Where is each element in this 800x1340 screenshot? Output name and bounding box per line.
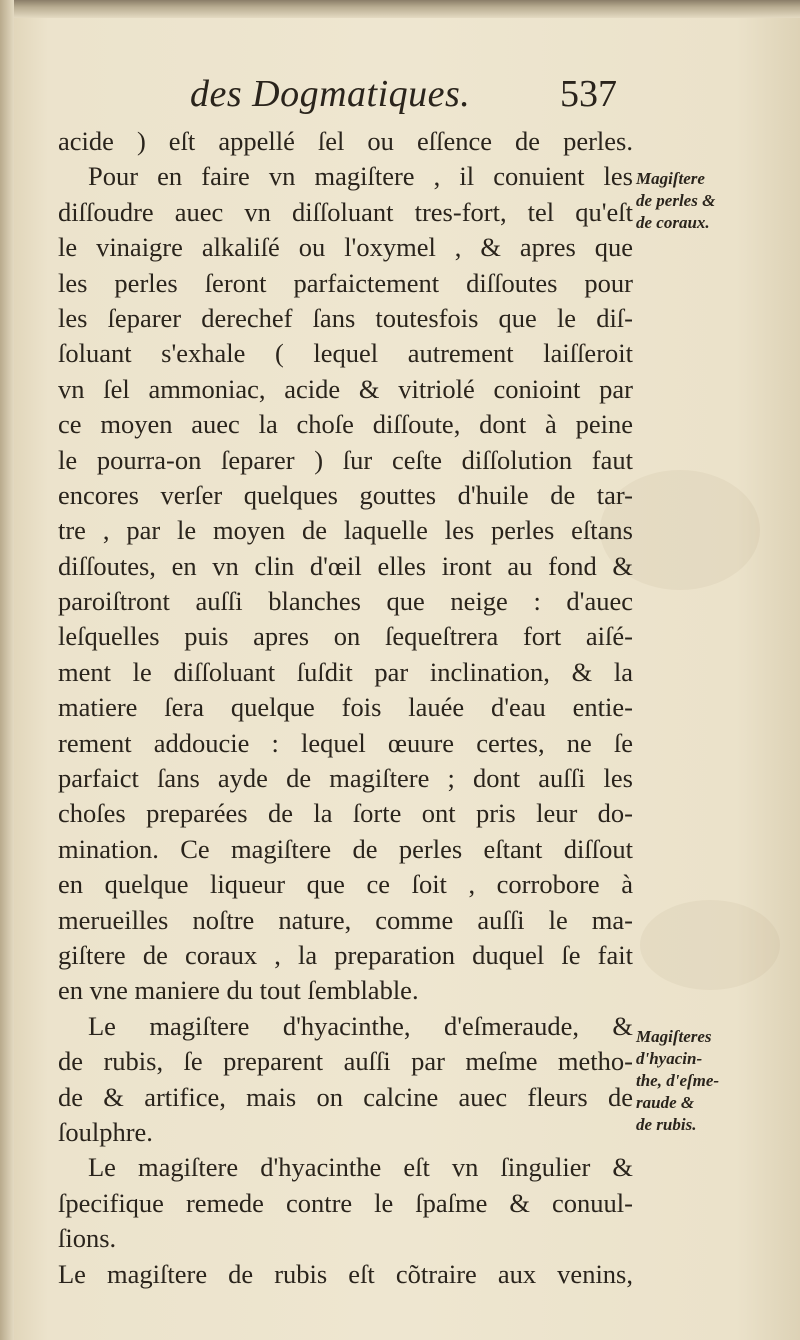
margin-note-line: raude & xyxy=(636,1093,695,1112)
text-line: les ſeparer derechef ſans toutesfois que le diſ- xyxy=(58,302,633,333)
margin-note-line: de rubis. xyxy=(636,1115,697,1134)
margin-note-line: Magiſtere xyxy=(636,169,705,188)
margin-note-line: d'hyacin- xyxy=(636,1049,703,1068)
text-line: mination. Ce magiſtere de perles eſtant diſſout xyxy=(58,833,633,864)
text-line: acide ) eſt appellé ſel ou eſſence de perles. xyxy=(58,126,633,156)
text-line: diſſoutes, en vn clin d'œil elles iront au fond & xyxy=(58,550,633,581)
text-line: encores verſer quelques gouttes d'huile de tar- xyxy=(58,479,633,510)
margin-note-line: Magiſteres xyxy=(636,1027,712,1046)
text-line: en quelque liqueur que ce ſoit , corrobore à xyxy=(58,869,633,900)
text-line: Le magiſtere de rubis eſt cõtraire aux venins, xyxy=(58,1258,633,1289)
text-line: tre , par le moyen de laquelle les perles eſtans xyxy=(58,515,633,546)
text-line: merueilles noſtre nature, comme auſſi le ma- xyxy=(58,904,633,935)
margin-note-line: de perles & xyxy=(636,191,716,210)
text-line: en vne maniere du tout ſemblable. xyxy=(58,975,419,1006)
text-line: Le magiſtere d'hyacinthe, d'eſmeraude, & xyxy=(88,1010,633,1041)
text-line: choſes preparées de la ſorte ont pris leur do- xyxy=(58,798,633,829)
text-line: vn ſel ammoniac, acide & vitriolé conioint par xyxy=(58,373,633,404)
text-line: leſquelles puis apres on ſequeſtrera fort aiſé- xyxy=(58,621,633,652)
text-line: parfaict ſans ayde de magiſtere ; dont auſſi les xyxy=(58,763,633,794)
text-line: paroiſtront auſſi blanches que neige : d'auec xyxy=(58,586,633,617)
running-head: des Dogmatiques. xyxy=(190,73,471,115)
text-line: les perles ſeront parfaictement diſſoutes pour xyxy=(58,267,633,298)
margin-note-perles xyxy=(636,168,796,234)
text-line: de rubis, ſe preparent auſſi par meſme metho- xyxy=(58,1046,633,1077)
text-line: ſoluant s'exhale ( lequel autrement laiſſeroit xyxy=(58,338,633,369)
text-line: de & artifice, mais on calcine auec fleurs de xyxy=(58,1081,633,1112)
text-line: le vinaigre alkaliſé ou l'oxymel , & apres que xyxy=(58,232,633,263)
text-line: le pourra-on ſeparer ) ſur ceſte diſſolution faut xyxy=(58,444,633,475)
body-text xyxy=(58,124,633,1292)
text-line: Pour en faire vn magiſtere , il conuient les xyxy=(88,161,633,192)
text-line: ſions. xyxy=(58,1223,117,1254)
paper-stain xyxy=(640,900,780,990)
text-line: giſtere de coraux , la preparation duquel ſe fait xyxy=(58,939,633,970)
text-line: Le magiſtere d'hyacinthe eſt vn ſingulier & xyxy=(88,1152,633,1183)
margin-note-hyacinthe xyxy=(636,1026,796,1136)
page-gutter-edge xyxy=(0,0,14,1340)
text-line: ment le diſſoluant ſuſdit par inclination, & la xyxy=(58,656,633,687)
text-line: ce moyen auec la choſe diſſoute, dont à peine xyxy=(58,409,633,440)
page-top-edge xyxy=(0,0,800,18)
text-line: ſpecifique remede contre le ſpaſme & conuul- xyxy=(58,1187,633,1218)
text-line: rement addoucie : lequel œuure certes, ne ſe xyxy=(58,727,633,758)
margin-note-line: the, d'eſme- xyxy=(636,1071,720,1090)
text-line: matiere ſera quelque fois lauée d'eau entie- xyxy=(58,692,633,723)
text-line: diſſoudre auec vn diſſoluant tres-fort, tel qu'eſt xyxy=(58,196,633,227)
text-line: ſoulphre. xyxy=(58,1116,153,1147)
margin-note-line: de coraux. xyxy=(636,213,710,232)
page-number: 537 xyxy=(560,73,617,115)
